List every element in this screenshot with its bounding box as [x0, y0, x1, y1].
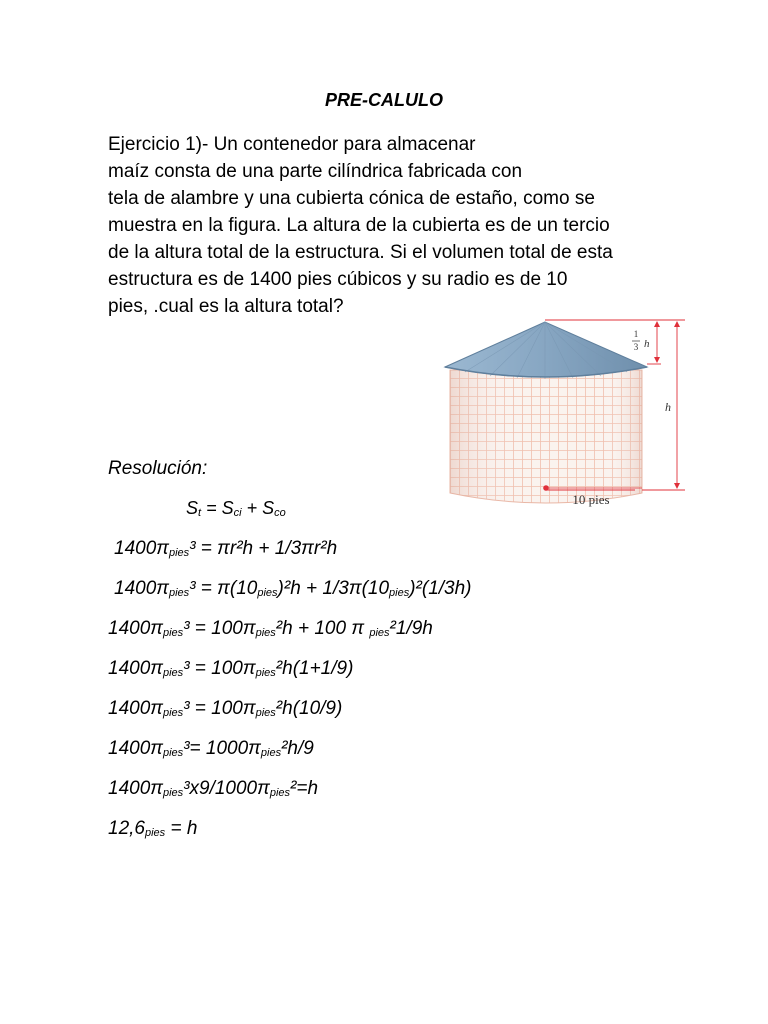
exercise-line: tela de alambre y una cubierta cónica de estaño, como se [108, 188, 595, 209]
eq-text: ³ = π(10 [189, 578, 258, 599]
eq-text: )²(1/3h) [409, 578, 472, 599]
exercise-line: Ejercicio 1)- Un contenedor para almacenar [108, 134, 476, 155]
eq-text: 1400π [108, 778, 163, 799]
eq-sub: pies [169, 587, 190, 599]
exercise-line: estructura es de 1400 pies cúbicos y su radio es de 10 [108, 269, 568, 290]
eq-sub: ci [233, 507, 242, 519]
third-label-num: 1 [633, 329, 639, 339]
equation-5 [108, 698, 342, 720]
eq-sub: pies [255, 707, 276, 719]
eq-text: ²=h [290, 778, 319, 799]
equation-4 [108, 658, 353, 680]
eq-text: ²1/9h [389, 618, 433, 639]
third-label-var: h [644, 338, 650, 350]
eq-sub: pies [260, 747, 282, 759]
height-label: h [665, 400, 671, 414]
eq-sub: pies [269, 787, 291, 799]
silo-roof [445, 322, 647, 377]
eq-sub: pies [163, 747, 184, 759]
resolution-label: Resolución: [108, 458, 208, 479]
exercise-line: pies, .cual es la altura total? [108, 296, 344, 317]
equation-1 [114, 538, 337, 560]
eq-text: 1400π [108, 698, 163, 719]
eq-sub: pies [389, 587, 410, 599]
eq-text: 1400π [108, 658, 163, 679]
eq-text: S [186, 498, 199, 518]
eq-sub: pies [369, 627, 390, 639]
eq-sub: pies [144, 827, 166, 839]
third-label-den: 3 [633, 342, 639, 352]
eq-text: ³ = 100π [183, 618, 256, 639]
eq-text: ³= 1000π [183, 738, 261, 759]
exercise-line: de la altura total de la estructura. Si el volumen total de esta [108, 242, 613, 263]
eq-text: ³x9/1000π [183, 778, 270, 799]
equation-8 [108, 818, 197, 840]
page-title: PRE-CALULO [325, 90, 443, 110]
eq-text: 1400π [108, 618, 163, 639]
eq-text: + S [241, 498, 275, 518]
eq-sub: pies [163, 667, 184, 679]
eq-text: ²h(10/9) [275, 698, 343, 719]
eq-text: ²h(1+1/9) [275, 658, 354, 679]
exercise-statement [108, 131, 668, 320]
eq-sub: pies [169, 547, 190, 559]
eq-text: ²h + 100 π [275, 618, 370, 639]
eq-text: 1400π [114, 538, 169, 559]
equation-2 [114, 578, 472, 600]
eq-text: = S [201, 498, 234, 518]
exercise-line: muestra en la figura. La altura de la cubierta es de un tercio [108, 215, 610, 236]
equation-3 [108, 618, 433, 640]
eq-text: ³ = 100π [183, 698, 256, 719]
eq-text: 1400π [114, 578, 169, 599]
eq-text: = h [165, 818, 198, 839]
eq-sub: pies [163, 707, 184, 719]
silo-figure [405, 315, 705, 525]
eq-sub: pies [163, 627, 184, 639]
equation-7 [108, 778, 318, 800]
eq-sub: pies [255, 667, 276, 679]
radius-label: 10 pies [572, 492, 610, 507]
eq-text: )²h + 1/3π(10 [277, 578, 390, 599]
eq-sub: co [274, 507, 286, 519]
eq-text: 12,6 [108, 818, 145, 839]
eq-sub: pies [163, 787, 184, 799]
eq-sub: pies [257, 587, 278, 599]
exercise-line: maíz consta de una parte cilíndrica fabricada con [108, 161, 523, 182]
eq-sub: pies [255, 627, 276, 639]
equation-0 [186, 498, 286, 519]
eq-sub: t [198, 507, 202, 519]
eq-text: 1400π [108, 738, 163, 759]
silo-illustration [405, 315, 705, 525]
eq-text: ³ = πr²h + 1/3πr²h [189, 538, 338, 559]
eq-text: ²h/9 [281, 738, 314, 759]
eq-text: ³ = 100π [183, 658, 256, 679]
equation-6 [108, 738, 314, 760]
